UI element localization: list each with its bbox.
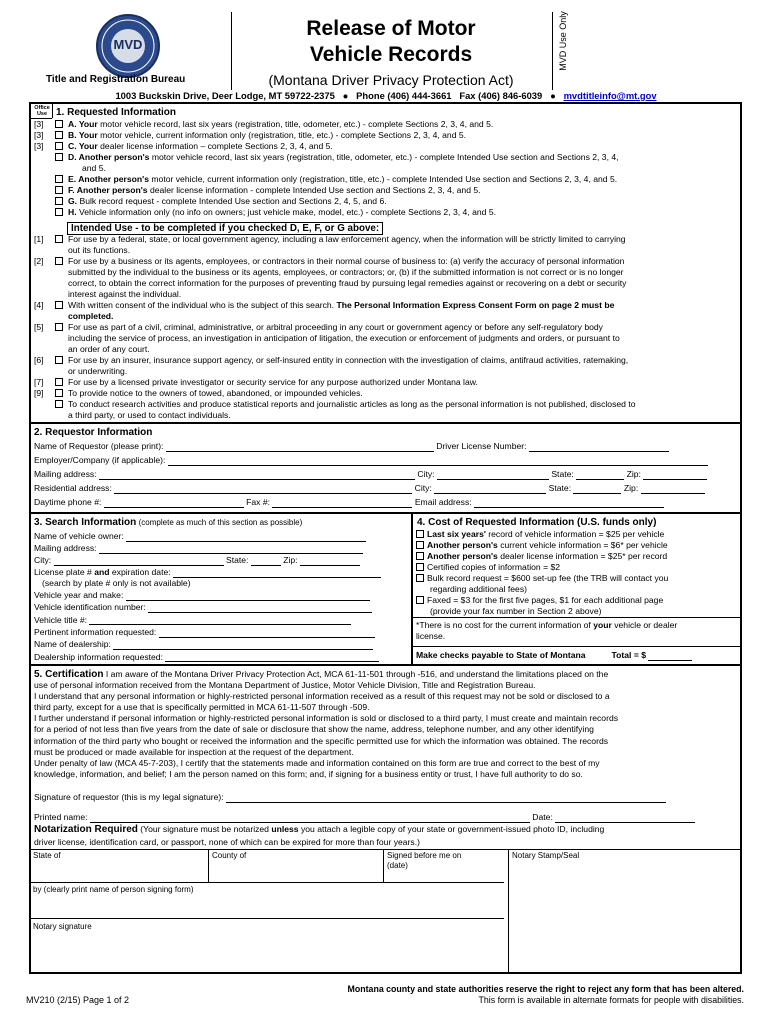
mailing-input[interactable] <box>99 472 415 480</box>
signature-input[interactable] <box>226 795 666 803</box>
county-of-label: County of <box>212 851 247 860</box>
bullet: ● <box>342 90 349 101</box>
section-3-note: (complete as much of this section as possible) <box>138 518 303 527</box>
plate-input[interactable] <box>173 570 381 578</box>
item-text: Bulk record request - complete Intended Use section and Sections 2, 4, 5, and 6. <box>77 196 387 206</box>
use-text-bold-2: completed. <box>68 311 114 321</box>
form-title-line2: Vehicle Records <box>309 43 473 66</box>
zip-label: Zip: <box>623 483 639 493</box>
item-letter: C. Your <box>68 141 98 151</box>
search-field-label: Vehicle identification number: <box>34 602 146 613</box>
section-5 <box>29 666 742 974</box>
use-checkbox[interactable] <box>55 378 63 386</box>
certification-text: Under penalty of law (MCA 45-7-203), I certify that the statements made and information contained on this form are true and correct to the best of my <box>34 757 600 768</box>
use-text: an order of any court. <box>68 344 150 354</box>
search-field-input[interactable] <box>126 593 370 601</box>
city-label: City: <box>34 555 52 565</box>
section-2 <box>29 424 742 514</box>
zip-label: Zip: <box>626 469 641 479</box>
certification-text: information of the third party who bought or received the information and the specific permitted use for which the information was obtained. The records <box>34 735 609 746</box>
city-label: City: <box>417 469 435 479</box>
cost-note-1: *There is no cost for the current information of <box>416 620 594 630</box>
residential-label: Residential address: <box>34 483 112 493</box>
phone: Phone (406) 444-3661 <box>356 90 452 101</box>
intended-use-heading: Intended Use - to be completed if you checked D, E, F, or G above: <box>67 222 383 235</box>
cost-checkbox[interactable] <box>416 563 424 571</box>
cost-note <box>416 620 736 641</box>
city-input[interactable] <box>54 558 224 566</box>
item-checkbox[interactable] <box>55 197 63 205</box>
item-letter: E. Another person's <box>68 174 149 184</box>
item-text: dealer license information – complete Sections 2, 3, 4, and 5. <box>97 141 333 151</box>
use-text: For use by a licensed private investigator or security service for any purpose authorized under Montana law. <box>68 377 478 387</box>
item-letter: F. Another person's <box>68 185 148 195</box>
section-1-title: 1. Requested Information <box>56 107 177 118</box>
use-text: For use as part of a civil, criminal, administrative, or arbitral proceeding in any court or government agency or before any self-regulatory body <box>68 322 603 332</box>
dl-label: Driver License Number: <box>436 441 527 451</box>
cost-checkbox[interactable] <box>416 530 424 538</box>
use-text: a third party, or used to contact individuals. <box>68 410 231 420</box>
bureau-name: Title and Registration Bureau <box>46 74 186 85</box>
use-text: For use by an insurer, insurance support agency, or self-insured entity in connection with the investigation of claims, antifraud activities, ratemaking, <box>68 355 629 365</box>
use-text: For use by a business or its agents, employees, or contractors in their normal course of business to: (a) verify the accuracy of personal information <box>68 256 625 266</box>
office-code: [3] <box>34 119 44 129</box>
email-input[interactable] <box>474 500 664 508</box>
search-field-input[interactable] <box>148 605 372 613</box>
requestor-name-input[interactable] <box>166 444 434 452</box>
date-input[interactable] <box>555 815 695 823</box>
notary-unless: unless <box>271 824 299 834</box>
item-checkbox[interactable] <box>55 175 63 183</box>
cost-checkbox[interactable] <box>416 596 424 604</box>
plate-note: (search by plate # only is not available) <box>42 578 191 588</box>
state-input[interactable] <box>573 486 621 494</box>
plate-label: License plate # <box>34 567 95 577</box>
reject-notice: Montana county and state authorities reserve the right to reject any form that has been altered. <box>347 984 744 994</box>
cost-item-text: Bulk record request = $600 set-up fee (the TRB will contact you <box>427 573 669 583</box>
state-label: State: <box>225 555 249 565</box>
item-text: dealer license information - complete Intended Use section and Sections 2, 3, 4, and 5. <box>147 185 481 195</box>
cost-note-3: license. <box>416 630 446 641</box>
zip-input[interactable] <box>641 486 705 494</box>
office-code: [9] <box>34 388 44 398</box>
address: 1003 Buckskin Drive, Deer Lodge, MT 59722-2375 <box>115 90 335 101</box>
search-field-input[interactable] <box>159 630 375 638</box>
cost-checkbox[interactable] <box>416 574 424 582</box>
fax-input[interactable] <box>272 500 412 508</box>
office-code: [3] <box>34 130 44 140</box>
state-label: State: <box>551 469 574 479</box>
use-text-bold: The Personal Information Express Consent Form on page 2 must be <box>336 300 615 310</box>
use-text: including the service of process, an investigation in anticipation of litigation, the execution or enforcement of judgments and orders, or pursuant to <box>68 333 620 343</box>
item-checkbox[interactable] <box>55 142 63 150</box>
search-field-input[interactable] <box>126 534 366 542</box>
employer-label: Employer/Company (if applicable): <box>34 455 166 465</box>
search-field-input[interactable] <box>165 654 379 662</box>
certification-text: use of personal information received from the Montana Department of Justice, Motor Vehicle Division, Title and Registration Bureau. <box>34 680 536 691</box>
phone-label: Daytime phone #: <box>34 497 102 507</box>
zip-label: Zip: <box>283 555 298 565</box>
state-of-label: State of <box>33 851 61 860</box>
email-label: Email address: <box>414 497 472 507</box>
certification-text: I understand that any personal information or highly-restricted personal information received as a result of this request may not be sold or disclosed to a <box>34 691 610 702</box>
search-field-input[interactable] <box>89 617 351 625</box>
use-checkbox[interactable] <box>55 235 63 243</box>
cost-item-text: record of vehicle information = $25 per vehicle <box>485 529 665 539</box>
by-label: by (clearly print name of person signing form) <box>33 885 194 894</box>
search-field-label: Pertinent information requested: <box>34 626 157 637</box>
certification-text: third party, except for a use that is specifically permitted in MCA 61-11-507 through -509. <box>34 702 370 713</box>
dl-input[interactable] <box>529 444 669 452</box>
use-text: For use by a federal, state, or local government agency, including a law enforcement agency, when the information will be strictly limited to carrying <box>68 234 626 244</box>
notary-seal-label: Notary Stamp/Seal <box>512 851 580 860</box>
plate-label-2: expiration date: <box>109 567 171 577</box>
use-text: or underwriting. <box>68 366 128 376</box>
office-code: [4] <box>34 300 44 310</box>
city-input[interactable] <box>434 486 546 494</box>
cost-item-text: current vehicle information = $6* per vehicle <box>497 540 668 550</box>
item-letter: H. <box>68 207 77 217</box>
cost-item-bold: Another person's <box>427 540 498 550</box>
total-input[interactable] <box>648 653 692 661</box>
certification-text: knowledge, information, and belief; I am the person named on this form; and, if signing for a business entity or trust, I have full authority to do so. <box>34 768 583 779</box>
office-code: [2] <box>34 256 44 266</box>
state-label: State: <box>548 483 572 493</box>
form-subtitle: (Montana Driver Privacy Protection Act) <box>268 72 514 88</box>
item-letter: B. Your <box>68 130 98 140</box>
use-checkbox[interactable] <box>55 356 63 364</box>
form-title <box>231 16 551 68</box>
cost-note-2: vehicle or dealer <box>611 620 678 630</box>
office-code: [1] <box>34 234 44 244</box>
cost-checkbox[interactable] <box>416 552 424 560</box>
cost-checkbox[interactable] <box>416 541 424 549</box>
date-label: Date: <box>532 812 553 822</box>
certification-text: I further understand if personal information or highly-restricted personal information is sold or disclosed to a third party, I must create and maintain records <box>34 713 619 724</box>
item-text: motor vehicle record, last six years (registration, title, odometer, etc.) - complete Sections 2, 3, 4, and 5. <box>97 119 494 129</box>
contact-line <box>30 90 742 102</box>
item-checkbox[interactable] <box>55 131 63 139</box>
use-checkbox[interactable] <box>55 323 63 331</box>
cost-item-text: Faxed = $3 for the first five pages, $1 for each additional page <box>427 595 664 605</box>
mvd-logo <box>96 14 160 78</box>
date-paren: (date) <box>387 861 408 870</box>
use-text: submitted by the individual to the business or its agents, employees, or contractors; or, (b) if the submitted information is not correct or is no longer <box>68 267 624 277</box>
cost-item-bold: Last six years' <box>427 529 486 539</box>
search-field-label: Mailing address: <box>34 543 97 553</box>
fax: Fax (406) 846-6039 <box>459 90 543 101</box>
printed-name-input[interactable] <box>90 815 530 823</box>
use-checkbox[interactable] <box>55 257 63 265</box>
cost-item-bold: Another person's <box>427 551 498 561</box>
search-field-label: Name of dealership: <box>34 639 111 650</box>
employer-input[interactable] <box>168 458 708 466</box>
use-checkbox[interactable] <box>55 400 63 408</box>
item-checkbox[interactable] <box>55 153 63 161</box>
mailing-label: Mailing address: <box>34 469 97 479</box>
office-code: [6] <box>34 355 44 365</box>
office-use-label: Office Use <box>34 105 50 117</box>
use-text: With written consent of the individual who is the subject of this search. <box>68 300 337 310</box>
phone-input[interactable] <box>104 500 244 508</box>
search-field-input[interactable] <box>99 546 363 554</box>
section-3-title: 3. Search Information <box>34 517 137 528</box>
section-1 <box>29 102 742 424</box>
form-number: MV210 (2/15) Page 1 of 2 <box>26 995 130 1005</box>
use-text: To provide notice to the owners of towed, abandoned, or impounded vehicles. <box>68 388 363 398</box>
item-letter: A. Your <box>68 119 98 129</box>
notary-text-3: driver license, identification card, or passport, none of which can be expired for more than four years.) <box>34 836 420 847</box>
use-text: To conduct research activities and produce statistical reports and journalistic articles as long as the personal information is not published, disclosed to <box>68 399 636 409</box>
city-input[interactable] <box>437 472 549 480</box>
state-input[interactable] <box>576 472 624 480</box>
bullet: ● <box>550 90 556 101</box>
zip-input[interactable] <box>643 472 707 480</box>
cost-item-text: Certified copies of information = $2 <box>427 562 561 572</box>
item-text: Vehicle information only (no info on owners; just vehicle make, model, etc.) - complete Sections 2, 3, 4, and 5. <box>76 207 496 217</box>
use-text: correct, to obtain the correct information for the purposes of preventing fraud by pursuing legal remedies against or recovering on a debt or security <box>68 278 627 288</box>
notary-title: Notarization Required <box>34 824 138 835</box>
notary-text-1: (Your signature must be notarized <box>137 824 272 834</box>
cost-note-bold: your <box>593 620 612 630</box>
state-input[interactable] <box>251 558 281 566</box>
form-title-line1: Release of Motor <box>306 17 476 40</box>
certification-text: must be produced or made available for inspection at the request of the department. <box>34 746 354 757</box>
office-code: [3] <box>34 141 44 151</box>
section-4-title: 4. Cost of Requested Information (U.S. funds only) <box>417 517 657 528</box>
item-checkbox[interactable] <box>55 186 63 194</box>
item-checkbox[interactable] <box>55 208 63 216</box>
certification-text: for a period of not less than five years from the date of sale or disclosure that show the name, address, telephone number, and any other identifying <box>34 724 594 735</box>
section-4 <box>411 514 742 666</box>
fax-label: Fax #: <box>246 497 271 507</box>
section-5-title: 5. Certification <box>34 669 104 680</box>
item-text: motor vehicle record, last six years (registration, title, odometer, etc.) - complete Intended Use section and Sections 2, 3, 4, <box>149 152 619 162</box>
plate-and: and <box>94 567 110 577</box>
search-field-label: Vehicle title #: <box>34 614 88 625</box>
printed-name-label: Printed name: <box>34 812 88 822</box>
notary-text-2: you attach a legible copy of your state or government-issued photo ID, including <box>298 824 605 834</box>
total-label: Total = $ <box>611 650 647 660</box>
use-text: interest against the individual. <box>68 289 182 299</box>
search-field-label: Dealership information requested: <box>34 651 163 662</box>
search-field-input[interactable] <box>113 642 373 650</box>
alt-formats: This form is available in alternate formats for people with disabilities. <box>478 995 744 1005</box>
use-text: out its functions. <box>68 245 131 255</box>
use-checkbox[interactable] <box>55 301 63 309</box>
mvd-use-only: MVD Use Only <box>558 11 568 71</box>
item-text: motor vehicle, current information only (registration, title, etc.) - complete Intended Use section and Sections 2, 3, 4, and 5. <box>149 174 618 184</box>
item-checkbox[interactable] <box>55 120 63 128</box>
city-label: City: <box>414 483 432 493</box>
email-link[interactable]: mvdtitleinfo@mt.gov <box>563 90 657 101</box>
notary-signature-label: Notary signature <box>33 922 92 931</box>
use-checkbox[interactable] <box>55 389 63 397</box>
payable-text: Make checks payable to State of Montana <box>416 650 586 660</box>
search-field-label: Vehicle year and make: <box>34 590 124 600</box>
certification-text: I am aware of the Montana Driver Privacy Protection Act, MCA 61-11-501 through -516, and understand the limitations placed on the <box>105 669 609 679</box>
item-text: motor vehicle, current information only (registration, title, etc.) - complete Sections 2, 3, 4, and 5. <box>97 130 467 140</box>
item-letter: G. <box>68 196 78 206</box>
residential-input[interactable] <box>114 486 412 494</box>
search-field-label: Name of vehicle owner: <box>34 531 124 541</box>
office-code: [5] <box>34 322 44 332</box>
office-code: [7] <box>34 377 44 387</box>
mvd-logo-text: MVD <box>113 37 143 52</box>
section-2-title: 2. Requestor Information <box>34 427 153 438</box>
signature-label: Signature of requestor (this is my legal signature): <box>34 792 224 802</box>
zip-input[interactable] <box>300 558 360 566</box>
cost-item-cont: regarding additional fees) <box>430 584 527 594</box>
cost-item-text: dealer license information = $25* per record <box>497 551 668 561</box>
section-3 <box>29 514 413 666</box>
cost-item-cont: (provide your fax number in Section 2 above) <box>430 606 602 616</box>
requestor-name-label: Name of Requestor (please print): <box>34 441 164 451</box>
signed-before-label: Signed before me on <box>387 851 462 860</box>
item-letter: D. Another person's <box>68 152 150 162</box>
item-text-cont: and 5. <box>82 163 106 173</box>
